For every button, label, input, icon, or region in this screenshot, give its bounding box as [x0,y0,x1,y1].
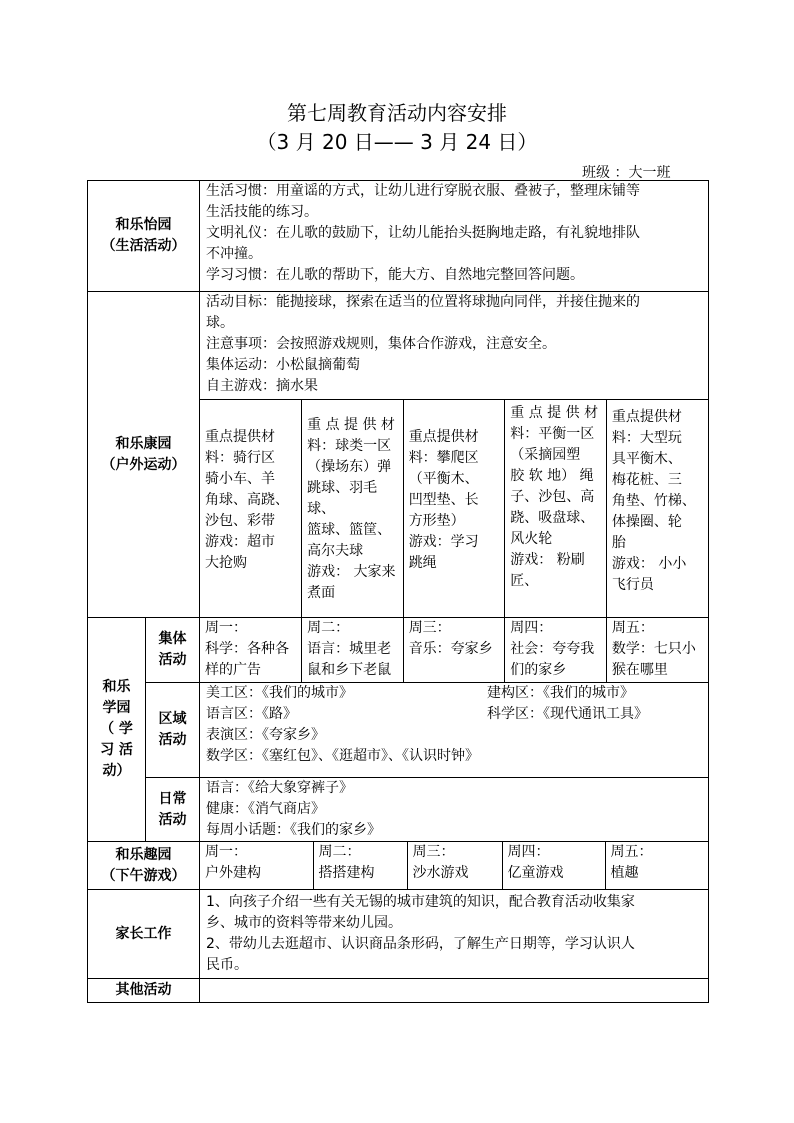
day-label: 周三： [408,620,451,636]
life-content [200,181,709,292]
zone-line: 凹型垫、长 [408,492,479,508]
daily-line: 健康：《消气商店》 [206,801,325,817]
zone-line: 游戏： 粉刷 [510,552,585,568]
study-label-line: （ 学 [100,721,133,737]
zone-line: 游戏： 小小 [611,556,687,572]
life-line: 不冲撞。 [206,246,262,262]
day-content: 搭搭建构 [318,865,375,881]
group-days [200,618,708,682]
fun-content [200,842,709,890]
parent-line: 2、带幼儿去逛超市、认识商品条形码，了解生产日期等，学习认识人 [206,936,635,952]
day-label: 周四： [507,844,550,860]
day-cell [200,618,302,682]
day-content: 语言：城里老鼠和乡下老鼠 [307,641,392,678]
study-label [88,618,146,842]
group-label-line: 活动 [158,652,187,668]
zone-line: 跳绳 [408,555,437,571]
zone-line: 料：攀爬区 [408,450,479,466]
date-range: （3 月 20 日—— 3 月 24 日） [256,130,538,154]
zone-cell [302,400,404,618]
day-cell [505,618,607,682]
daily-line: 每周小话题：《我们的家乡》 [206,822,381,838]
outdoor-line: 活动目标：能抛接球，探索在适当的位置将球抛向同伴，并接住抛来的 [206,294,640,310]
zone-line: 飞行员 [611,577,654,593]
row-parent [88,890,709,979]
zone-line: 游戏：学习 [408,534,479,550]
zone-line: （平衡木、 [408,471,479,487]
fun-days [200,842,709,889]
parent-content [200,890,709,979]
day-cell [605,842,709,889]
outdoor-line: 自主游戏：摘水果 [206,378,318,394]
life-line: 生活习惯：用童谣的方式，让幼儿进行穿脱衣服、叠被子，整理床铺等 [206,183,640,199]
zone-line: 角垫、竹梯、 [611,493,696,509]
zone-line: 匠、 [510,573,539,589]
row-area [88,683,709,778]
fun-label-type: （下午游戏） [101,867,186,884]
group-label [146,618,200,683]
area-content [200,683,709,778]
group-label-line: 集体 [158,631,187,647]
row-fun [88,842,709,890]
outdoor-line: 球。 [206,315,234,331]
area-label [146,683,200,778]
zone-line: 沙包、彩带 [205,513,275,529]
zone-line: 游戏： 大家来 [307,564,396,580]
zone-line: 料：骑行区 [205,450,275,466]
day-label: 周五： [611,620,654,636]
other-content [200,979,709,1003]
outdoor-label-type: （户外运动） [101,456,186,473]
day-content: 音乐：夸家乡 [408,641,493,657]
outdoor-label [88,292,200,618]
area-math: 数学区：《塞红包》、《逛超市》、《认识时钟》 [206,748,479,764]
study-label-line: 和乐 [102,679,131,695]
zone-line: （采摘园塑 [510,447,581,463]
day-content: 户外建构 [205,865,261,881]
zone-line: 方形垫） [408,513,465,529]
zone-cell [505,400,607,618]
zone-line: 料：大型玩 [611,430,682,446]
zone-line: 体操圈、轮 [611,514,682,530]
day-content: 科学：各种各样的广告 [205,641,289,678]
daily-label [146,778,200,842]
life-line: 生活技能的练习。 [206,204,318,220]
area-build: 建构区：《我们的城市》 [487,685,634,701]
page-title: 第七周教育活动内容安排 [287,101,507,125]
zone-line: 风火轮 [510,531,553,547]
parent-label: 家长工作 [88,890,200,979]
life-label-name: 和乐怡园 [115,217,172,233]
parent-line: 乡、城市的资料等带来幼儿园。 [206,915,402,931]
zone-line: 重 点 提 供 材 [510,405,599,421]
day-label: 周二： [307,620,350,636]
day-cell [313,842,407,889]
schedule-table [87,180,709,1003]
daily-content [200,778,709,842]
row-other [88,979,709,1003]
life-label [88,181,200,292]
zone-line: 煮面 [307,585,336,601]
day-label: 周二： [318,844,361,860]
area-label-line: 区域 [158,711,187,727]
zone-line: （操场东）弹 [307,459,392,475]
day-content: 社会：夸夸我们的家乡 [510,641,595,678]
day-label: 周五： [610,844,653,860]
group-content [200,618,709,683]
daily-label-line: 日常 [158,790,187,807]
zone-line: 跷、吸盘球、 [510,510,595,526]
class-label: 班级 ：大一班 [582,165,671,181]
zone-line: 角球、高跷、 [205,492,289,508]
study-label-line: 动） [102,763,131,779]
outdoor-line: 集体运动：小松鼠摘葡萄 [206,357,360,373]
day-content: 数学：七只小猴在哪里 [611,641,696,678]
zone-line: 重点提供材 [205,429,275,445]
day-content: 植趣 [610,865,639,881]
zone-line: 游戏：超市 [205,534,275,550]
zone-line: 料：平衡一区 [510,426,595,442]
day-label: 周四： [510,620,553,636]
zone-line: 重 点 提 供 材 [307,417,395,433]
zone-line: 骑小车、羊 [205,471,275,487]
zone-line: 胶 软 地） 绳 [510,468,594,484]
area-perform: 表演区：《夸家乡》 [206,727,325,743]
area-science: 科学区：《现代通讯工具》 [487,706,648,722]
life-label-type: （生活活动） [101,238,186,254]
zone-cell [606,400,708,618]
outdoor-label-name: 和乐康园 [115,435,172,452]
daily-line: 语言：《给大象穿裤子》 [206,780,353,796]
zone-line: 料：球类一区 [307,438,392,454]
day-cell [403,618,505,682]
parent-line: 民币。 [206,957,248,973]
day-cell [200,842,313,889]
fun-label-name: 和乐趣园 [115,846,172,863]
fun-label [88,842,200,890]
zone-line: 具平衡木、 [611,451,682,467]
sport-zones [200,399,708,617]
day-label: 周三： [412,844,455,860]
day-content: 亿童游戏 [507,865,564,881]
day-cell [407,842,502,889]
zone-line: 跳球、羽毛球、 [307,480,378,517]
life-line: 文明礼仪：在儿歌的鼓励下，让幼儿能抬头挺胸地走路，有礼貌地排队 [206,225,640,241]
zone-line: 重点提供材 [408,429,479,445]
zone-line: 大抢购 [205,555,247,571]
row-group [88,618,709,683]
zone-line: 梅花桩、三 [611,472,682,488]
area-art: 美工区：《我们的城市》 [206,685,353,701]
outdoor-content [200,292,709,618]
zone-cell [403,400,505,618]
area-label-line: 活动 [158,732,187,748]
zone-line: 重点提供材 [611,409,682,425]
zone-line: 子、沙包、高 [510,489,595,505]
daily-label-line: 活动 [158,811,187,828]
study-label-line: 习 活 [100,742,133,758]
row-life [88,181,709,292]
day-cell [302,618,404,682]
day-content: 沙水游戏 [412,865,469,881]
zone-line: 篮球、篮筐、 [307,522,392,538]
row-outdoor [88,292,709,618]
zone-line: 胎 [611,535,626,551]
day-cell [502,842,605,889]
day-label: 周一： [205,620,247,636]
zone-cell [200,400,302,618]
outdoor-line: 注意事项：会按照游戏规则，集体合作游戏，注意安全。 [206,336,556,352]
zone-line: 高尔夫球 [307,543,364,559]
parent-line: 1、向孩子介绍一些有关无锡的城市建筑的知识，配合教育活动收集家 [206,894,635,910]
area-row [206,704,702,725]
life-line: 学习习惯：在儿歌的帮助下，能大方、自然地完整回答问题。 [206,267,584,283]
area-row [206,683,702,704]
day-cell [606,618,708,682]
study-label-line: 学园 [102,700,131,716]
row-daily [88,778,709,842]
area-lang: 语言区：《路》 [206,706,297,722]
day-label: 周一： [205,844,247,860]
other-label: 其他活动 [88,979,200,1003]
